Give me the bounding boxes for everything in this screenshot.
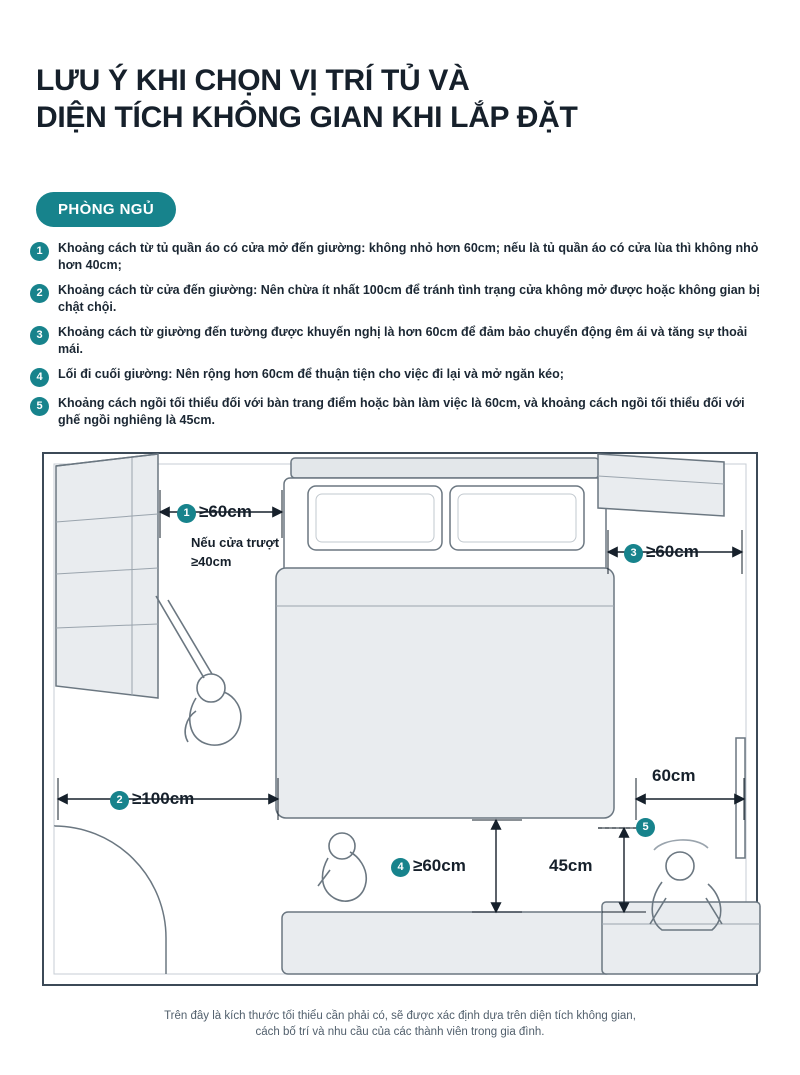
callout-value-4: ≥60cm bbox=[413, 856, 466, 875]
bench-shape bbox=[282, 912, 612, 974]
list-item-number: 2 bbox=[30, 284, 49, 303]
bed-shape bbox=[276, 458, 614, 818]
note-desk-distance: 60cm bbox=[652, 766, 696, 785]
note-slide-door-line-2: ≥40cm bbox=[191, 554, 232, 569]
callout-value-2: ≥100cm bbox=[132, 789, 195, 808]
note-slide-door-line-1: Nếu cửa trượt bbox=[191, 535, 280, 550]
note-chair-distance: 45cm bbox=[549, 856, 593, 875]
callout-badge-1: 1 bbox=[177, 504, 196, 523]
guideline-list bbox=[30, 240, 760, 437]
list-item-label: Khoảng cách từ tủ quần áo có cửa mở đến giường: không nhỏ hơn 60cm; nếu là tủ quần áo có cửa lùa thì không nhỏ hơn 40cm; bbox=[58, 241, 759, 272]
list-item-label: Lối đi cuối giường: Nên rộng hơn 60cm để thuận tiện cho việc đi lại và mở ngăn kéo; bbox=[58, 367, 564, 381]
list-item-label: Khoảng cách từ cửa đến giường: Nên chừa ít nhất 100cm để tránh tình trạng cửa không mở được hoặc không gian bị chật chội. bbox=[58, 283, 760, 314]
nightstand-shape bbox=[598, 454, 724, 516]
list-item bbox=[30, 282, 760, 316]
list-item bbox=[30, 240, 760, 274]
bedroom-floorplan-diagram bbox=[36, 446, 764, 992]
list-item-number: 4 bbox=[30, 368, 49, 387]
callout-value-3: ≥60cm bbox=[646, 542, 699, 561]
callout-badge-2: 2 bbox=[110, 791, 129, 810]
list-item-number: 3 bbox=[30, 326, 49, 345]
floorplan-svg bbox=[36, 446, 764, 992]
list-item bbox=[30, 324, 760, 358]
callout-value-1: ≥60cm bbox=[199, 502, 252, 521]
list-item-number: 5 bbox=[30, 397, 49, 416]
wardrobe-shape bbox=[56, 454, 158, 698]
list-item bbox=[30, 366, 760, 387]
page-title-line-2: DIỆN TÍCH KHÔNG GIAN KHI LẮP ĐẶT bbox=[36, 101, 578, 134]
footer-note-line-2: cách bố trí và nhu cầu của các thành viên trong gia đình. bbox=[255, 1026, 545, 1038]
footer-note bbox=[0, 1008, 800, 1040]
section-badge-bedroom: PHÒNG NGỦ bbox=[36, 192, 176, 227]
list-item-label: Khoảng cách ngồi tối thiểu đối với bàn trang điểm hoặc bàn làm việc là 60cm, và khoảng cách ngồi tối thiểu đối với ghế ngồi nghiêng là 45cm. bbox=[58, 396, 745, 427]
desk-shape bbox=[602, 902, 760, 974]
list-item-label: Khoảng cách từ giường đến tường được khuyến nghị là hơn 60cm để đảm bảo chuyển động êm ái và tăng sự thoải mái. bbox=[58, 325, 748, 356]
page-title bbox=[36, 62, 756, 136]
list-item bbox=[30, 395, 760, 429]
callout-badge-4: 4 bbox=[391, 858, 410, 877]
list-item-number: 1 bbox=[30, 242, 49, 261]
footer-note-line-1: Trên đây là kích thước tối thiểu cần phải có, sẽ được xác định dựa trên diện tích không gian, bbox=[164, 1010, 636, 1022]
page-title-line-1: LƯU Ý KHI CHỌN VỊ TRÍ TỦ VÀ bbox=[36, 64, 470, 97]
callout-badge-5: 5 bbox=[636, 818, 655, 837]
callout-badge-3: 3 bbox=[624, 544, 643, 563]
